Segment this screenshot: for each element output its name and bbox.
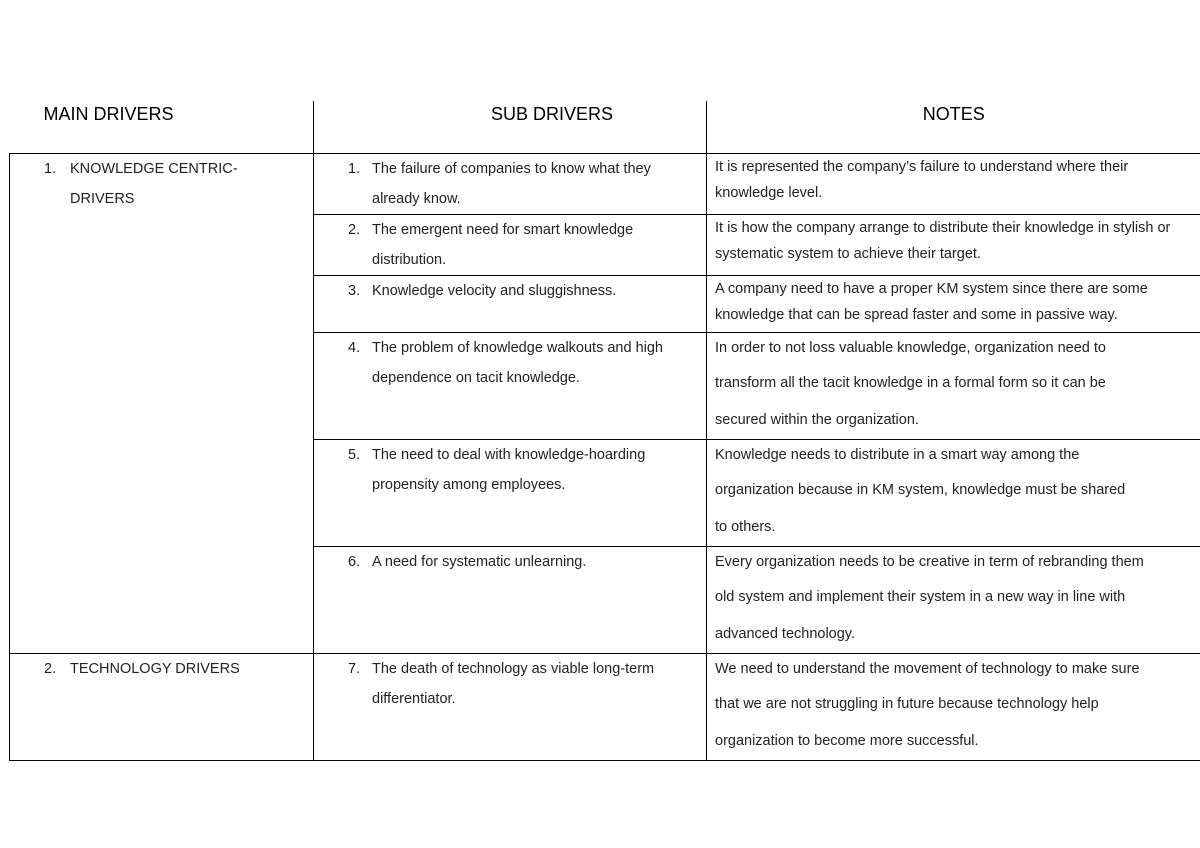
- note-text: Knowledge needs to distribute in a smart way among the: [715, 446, 1080, 463]
- main-driver-label: TECHNOLOGY DRIVERS: [70, 660, 240, 677]
- sub-driver-number: 4.: [348, 339, 361, 356]
- header-notes: NOTES: [707, 101, 1200, 153]
- sub-driver-cell: [314, 214, 707, 275]
- note-text: that we are not struggling in future because technology help: [715, 695, 1099, 712]
- sub-driver-text: already know.: [372, 190, 461, 207]
- notes-cell: [707, 214, 1200, 275]
- sub-driver-item: [314, 547, 706, 577]
- sub-driver-cell: [314, 275, 707, 332]
- header-row: [10, 101, 1200, 153]
- sub-driver-number: 1.: [348, 160, 361, 177]
- note-text: systematic system to achieve their target.: [715, 245, 981, 262]
- sub-driver-item: [314, 215, 706, 275]
- note-text: organization to become more successful.: [715, 732, 979, 749]
- sub-driver-text: The death of technology as viable long-term: [372, 660, 655, 677]
- notes-cell: [707, 332, 1200, 439]
- sub-driver-cell: [314, 653, 707, 760]
- sub-driver-text: dependence on tacit knowledge.: [372, 369, 580, 386]
- sub-driver-text: The emergent need for smart knowledge: [372, 221, 634, 238]
- sub-driver-text: differentiator.: [372, 690, 456, 707]
- sub-driver-text: Knowledge velocity and sluggishness.: [372, 282, 617, 299]
- sub-driver-number: 2.: [348, 221, 361, 238]
- note-text: Every organization needs to be creative in term of rebranding them: [715, 553, 1144, 570]
- table-row: [10, 153, 1200, 214]
- sub-driver-cell: [314, 439, 707, 546]
- sub-driver-cell: [314, 546, 707, 653]
- sub-driver-text: A need for systematic unlearning.: [372, 553, 587, 570]
- note-text: old system and implement their system in a new way in line with: [715, 588, 1126, 605]
- sub-driver-item: [314, 440, 706, 500]
- note-text: organization because in KM system, knowledge must be shared: [715, 481, 1126, 498]
- note-text: We need to understand the movement of technology to make sure: [715, 660, 1140, 677]
- header-main-drivers: MAIN DRIVERS: [10, 101, 314, 153]
- note-text: It is how the company arrange to distribute their knowledge in stylish or: [715, 219, 1171, 236]
- notes-cell: [707, 275, 1200, 332]
- notes-cell: [707, 546, 1200, 653]
- notes-cell: [707, 653, 1200, 760]
- header-sub-drivers: SUB DRIVERS: [314, 101, 707, 153]
- sub-driver-item: [314, 276, 706, 306]
- sub-driver-item: [314, 654, 706, 714]
- note-text: transform all the tacit knowledge in a formal form so it can be: [715, 374, 1106, 391]
- notes-cell: [707, 439, 1200, 546]
- main-driver-item: [10, 154, 313, 214]
- main-driver-label: KNOWLEDGE CENTRIC-: [70, 160, 238, 177]
- sub-driver-number: 7.: [348, 660, 361, 677]
- note-text: In order to not loss valuable knowledge, organization need to: [715, 339, 1106, 356]
- sub-driver-number: 5.: [348, 446, 361, 463]
- main-driver-item: [10, 654, 313, 684]
- main-driver-number: 1.: [44, 160, 57, 177]
- table-row: [10, 653, 1200, 760]
- sub-driver-text: propensity among employees.: [372, 476, 566, 493]
- main-driver-number: 2.: [44, 660, 57, 677]
- note-text: secured within the organization.: [715, 411, 919, 428]
- sub-driver-text: The failure of companies to know what they: [372, 160, 651, 177]
- sub-driver-number: 6.: [348, 553, 361, 570]
- note-text: advanced technology.: [715, 625, 856, 642]
- sub-driver-number: 3.: [348, 282, 361, 299]
- sub-driver-cell: [314, 332, 707, 439]
- main-driver-cell: [10, 153, 314, 653]
- notes-cell: [707, 153, 1200, 214]
- note-text: knowledge that can be spread faster and some in passive way.: [715, 306, 1118, 323]
- main-driver-cell: [10, 653, 314, 760]
- sub-driver-cell: [314, 153, 707, 214]
- sub-driver-text: The problem of knowledge walkouts and high: [372, 339, 663, 356]
- main-driver-label: DRIVERS: [70, 190, 135, 207]
- sub-driver-item: [314, 154, 706, 214]
- note-text: A company need to have a proper KM system since there are some: [715, 280, 1148, 297]
- note-text: to others.: [715, 518, 776, 535]
- sub-driver-text: The need to deal with knowledge-hoarding: [372, 446, 646, 463]
- sub-driver-item: [314, 333, 706, 393]
- note-text: It is represented the company’s failure to understand where their: [715, 158, 1129, 175]
- sub-driver-text: distribution.: [372, 251, 447, 268]
- drivers-table: [9, 101, 1200, 761]
- note-text: knowledge level.: [715, 184, 823, 201]
